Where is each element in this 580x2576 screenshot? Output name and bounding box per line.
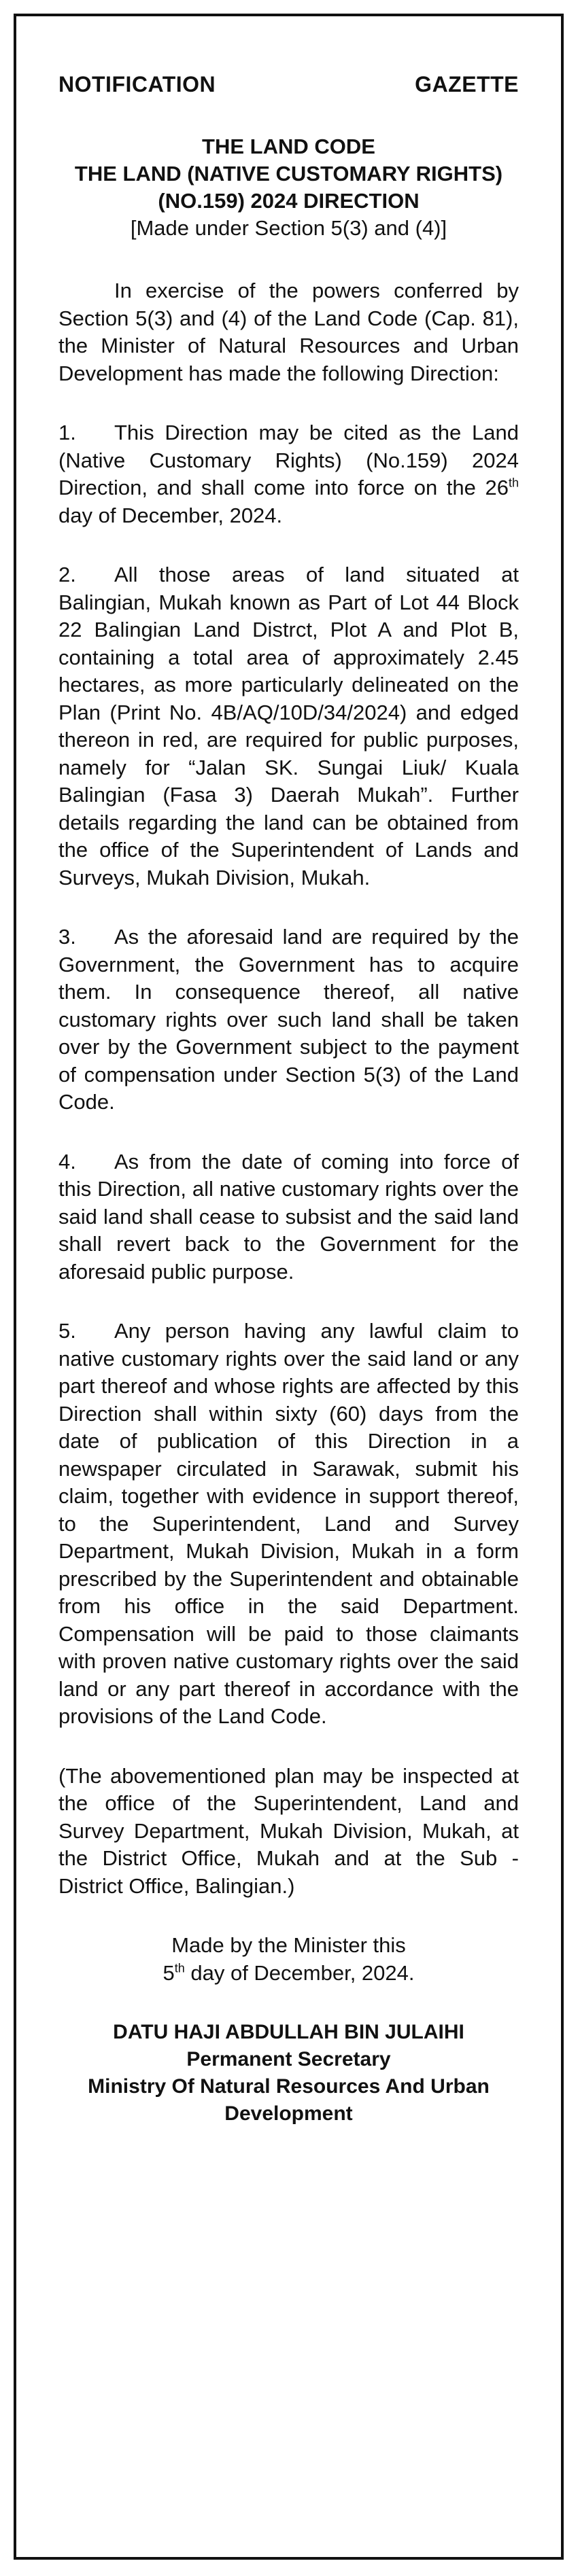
inspection-note: (The abovementioned plan may be inspected at the office of the Superintendent, Land and Survey Department, Mukah Division, Mukah, at the District Office, Mukah and at the Sub - District Office, Balingian.) xyxy=(58,1763,519,1898)
paragraph-text: Any person having any lawful claim to native customary rights over the said land or any part thereof and whose rights are affected by this Direction shall within sixty (60) days from the date of publication of this Direction in a newspaper circulated in Sarawak, submit his claim, together with evidence in support thereof, to the Superintendent, Land and Survey Department, Mukah Division, Mukah in a form prescribed by the Superintendent and obtainable from his office in the said Department. Compensation will be paid to those claimants with proven native customary rights over the said land or any part thereof in accordance with the provisions of the Land Code. xyxy=(58,1319,519,1728)
ordinal-suffix: th xyxy=(508,476,519,490)
paragraph-number: 5. xyxy=(58,1319,76,1343)
made-line-1: Made by the Minister this xyxy=(171,1933,406,1957)
paragraph-5 xyxy=(58,1318,519,1731)
paragraph-text: As the aforesaid land are required by the Government, the Government has to acquire them. In consequence thereof, all native customary rights over such land shall be taken over by the Government subject to the payment of compensation under Section 5(3) of the Land Code. xyxy=(58,925,519,1114)
made-line-2 xyxy=(58,1960,519,1988)
paragraph-text: All those areas of land situated at Balingian, Mukah known as Part of Lot 44 Block 22 Balingian Land Distrct, Plot A and Plot B, containing a total area of approximately 2.45 hectares, as more particularly delineated on the Plan (Print No. 4B/AQ/10D/34/2024) and edged thereon in red, are required for public purposes, namely for “Jalan SK. Sungai Liuk/ Kuala Balingian (Fasa 3) Daerah Mukah”. Further details regarding the land can be obtained from the office of the Superintendent of Lands and Surveys, Mukah Division, Mukah. xyxy=(58,563,519,889)
paragraph-number: 2. xyxy=(58,563,76,586)
paragraph-number: 1. xyxy=(58,421,76,444)
signatory-name: DATU HAJI ABDULLAH BIN JULAIHI xyxy=(113,2021,464,2043)
signatory-position: Permanent Secretary xyxy=(186,2048,391,2070)
paragraph-text-end: day of December, 2024. xyxy=(58,503,283,527)
notification-label: NOTIFICATION xyxy=(58,72,216,96)
paragraph-1 xyxy=(58,419,519,529)
notice-header xyxy=(58,71,519,98)
notice-border xyxy=(14,14,564,2560)
paragraph-2 xyxy=(58,561,519,892)
gazette-label: GAZETTE xyxy=(415,72,519,96)
signature-block xyxy=(58,2019,519,2128)
notice-content xyxy=(58,71,519,2128)
paragraph-4 xyxy=(58,1148,519,1286)
paragraph-number: 4. xyxy=(58,1149,76,1174)
title-line-2: THE LAND (NATIVE CUSTOMARY RIGHTS) xyxy=(74,162,503,186)
made-day-suffix: th xyxy=(174,1961,185,1975)
intro-paragraph: In exercise of the powers conferred by Section 5(3) and (4) of the Land Code (Cap. 81), the Minister of Natural Resources and Urban Development has made the following Direction: xyxy=(58,279,519,385)
made-date-rest: day of December, 2024. xyxy=(184,1960,415,1985)
paragraph-3 xyxy=(58,923,519,1116)
made-day: 5 xyxy=(163,1960,175,1985)
paragraph-text: This Direction may be cited as the Land (Native Customary Rights) (No.159) 2024 Direction, and shall come into force on the 26 xyxy=(58,421,519,499)
ministry-line-2: Development xyxy=(224,2102,353,2125)
made-by-block xyxy=(58,1932,519,1987)
notice-title xyxy=(58,133,519,242)
paragraph-number: 3. xyxy=(58,925,76,949)
ministry-line-1: Ministry Of Natural Resources And Urban xyxy=(88,2075,490,2098)
title-subtitle: [Made under Section 5(3) and (4)] xyxy=(130,216,447,240)
paragraph-text: As from the date of coming into force of this Direction, all native customary rights over the said land shall cease to subsist and the said land shall revert back to the Government for the aforesaid public purpose. xyxy=(58,1149,519,1284)
title-line-3: (NO.159) 2024 DIRECTION xyxy=(158,189,420,213)
title-line-1: THE LAND CODE xyxy=(202,135,375,158)
